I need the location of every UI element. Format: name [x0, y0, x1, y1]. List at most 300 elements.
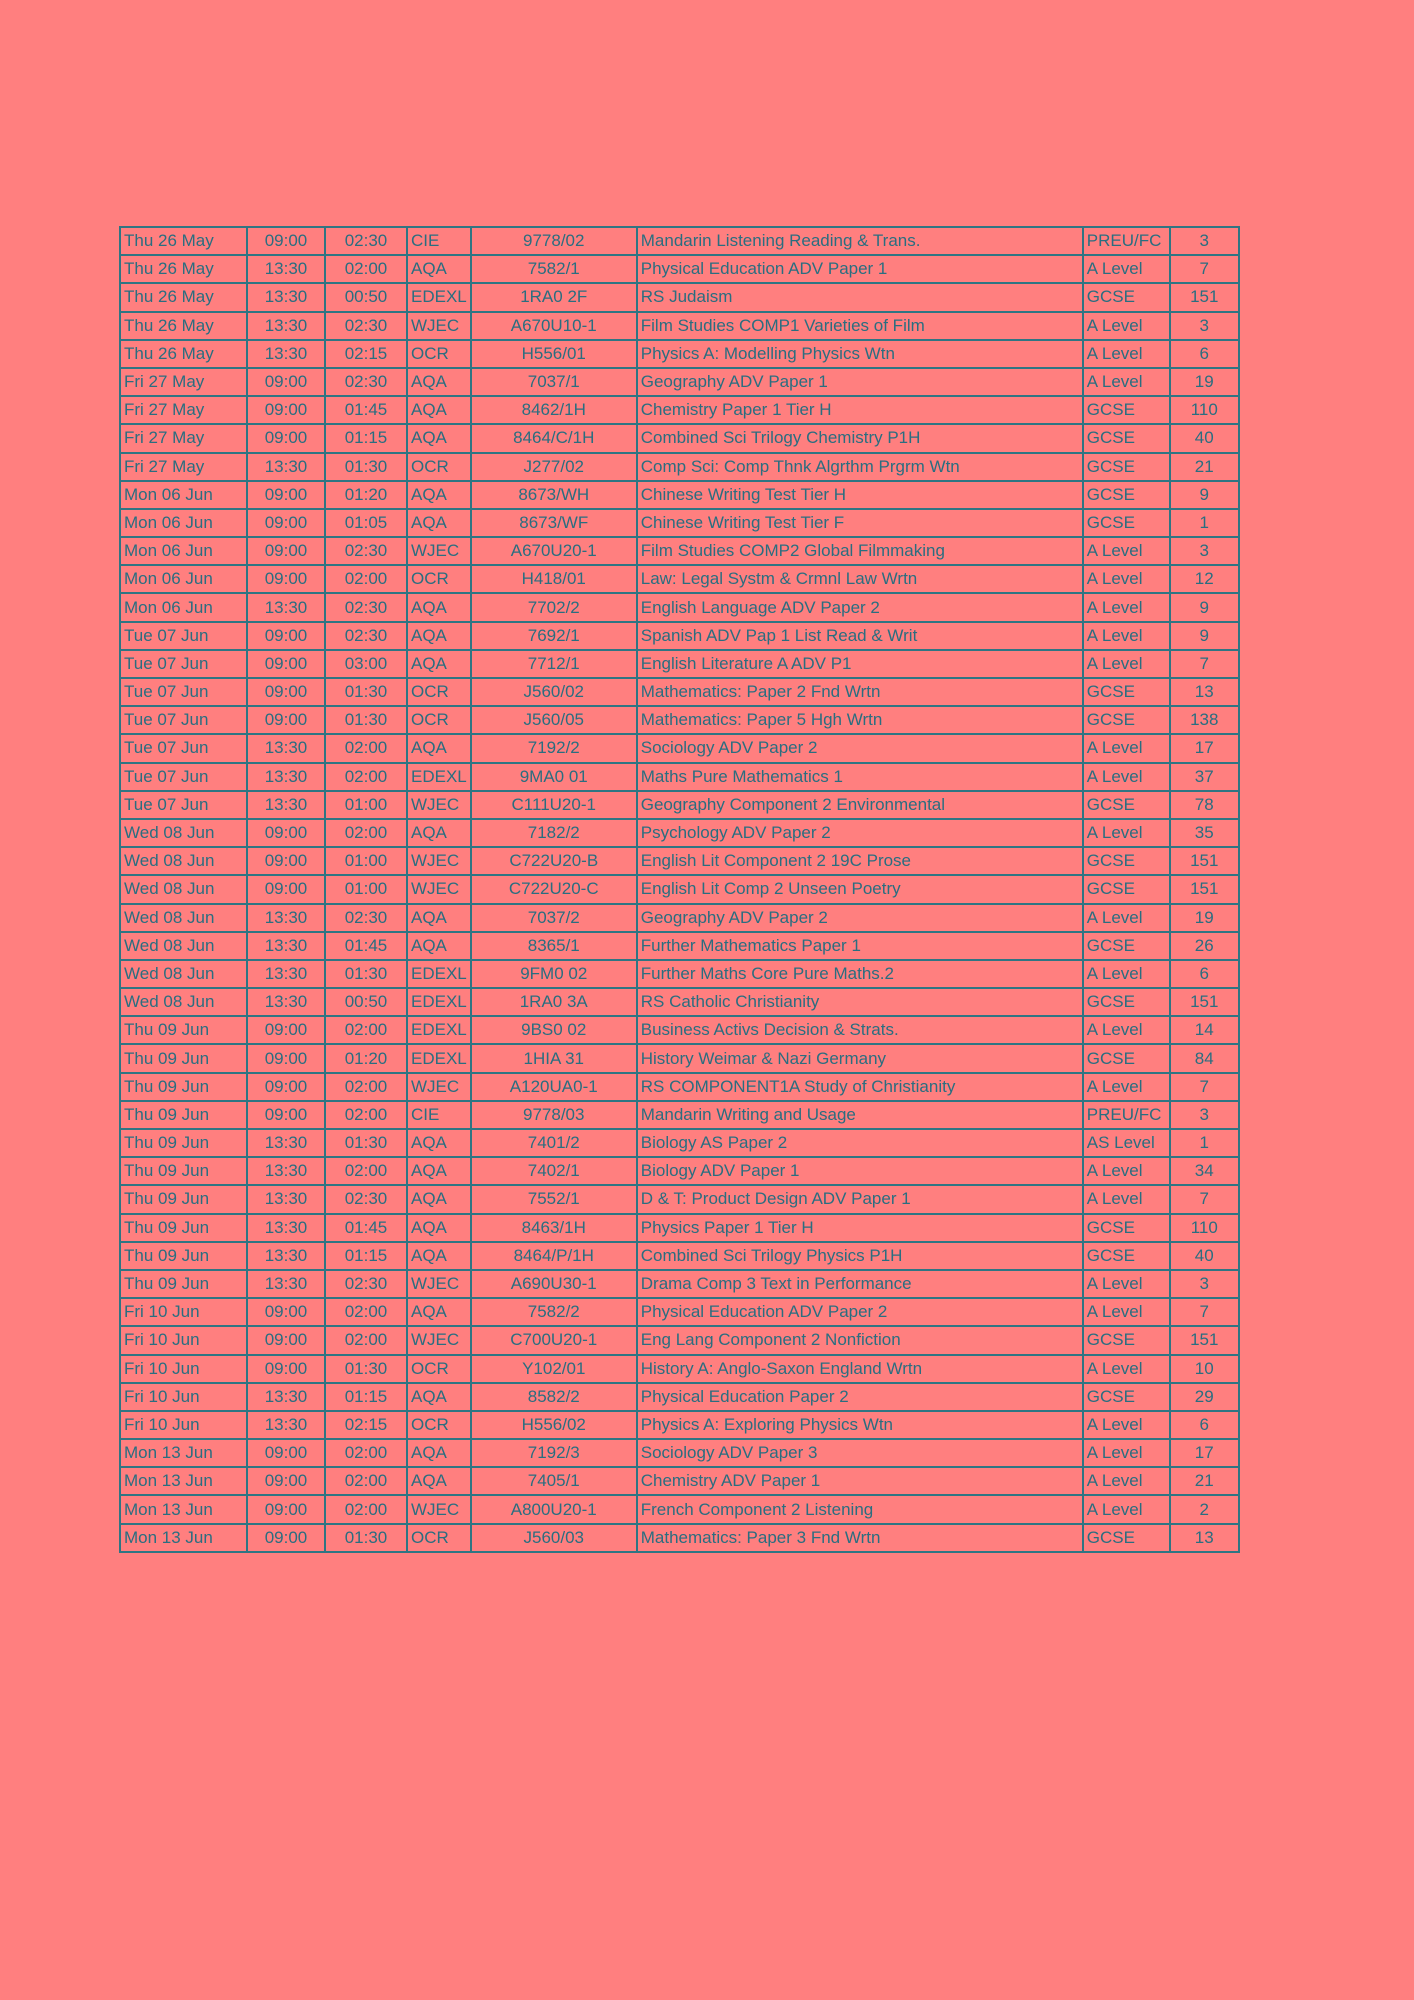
- board-cell: OCR: [407, 678, 471, 706]
- start-time-cell: 13:30: [247, 1185, 325, 1213]
- board-cell: AQA: [407, 932, 471, 960]
- title-cell: Film Studies COMP2 Global Filmmaking: [637, 537, 1083, 565]
- start-time-cell: 13:30: [247, 1129, 325, 1157]
- title-cell: Mathematics: Paper 3 Fnd Wrtn: [637, 1524, 1083, 1552]
- code-cell: 1HIA 31: [471, 1044, 637, 1072]
- table-row: [120, 255, 1239, 283]
- title-cell: Film Studies COMP1 Varieties of Film: [637, 312, 1083, 340]
- date-cell: Thu 09 Jun: [120, 1270, 247, 1298]
- level-cell: A Level: [1083, 1073, 1170, 1101]
- date-cell: Thu 09 Jun: [120, 1044, 247, 1072]
- level-cell: GCSE: [1083, 1326, 1170, 1354]
- board-cell: OCR: [407, 1355, 471, 1383]
- duration-cell: 02:00: [325, 255, 407, 283]
- count-cell: 151: [1170, 847, 1239, 875]
- start-time-cell: 09:00: [247, 875, 325, 903]
- duration-cell: 02:00: [325, 734, 407, 762]
- date-cell: Thu 09 Jun: [120, 1073, 247, 1101]
- start-time-cell: 13:30: [247, 988, 325, 1016]
- board-cell: WJEC: [407, 791, 471, 819]
- title-cell: Comp Sci: Comp Thnk Algrthm Prgrm Wtn: [637, 453, 1083, 481]
- level-cell: GCSE: [1083, 283, 1170, 311]
- level-cell: GCSE: [1083, 932, 1170, 960]
- code-cell: 8582/2: [471, 1383, 637, 1411]
- table-row: [120, 1355, 1239, 1383]
- table-row: [120, 1524, 1239, 1552]
- duration-cell: 02:30: [325, 537, 407, 565]
- title-cell: Mathematics: Paper 2 Fnd Wrtn: [637, 678, 1083, 706]
- date-cell: Wed 08 Jun: [120, 847, 247, 875]
- board-cell: AQA: [407, 1157, 471, 1185]
- title-cell: D & T: Product Design ADV Paper 1: [637, 1185, 1083, 1213]
- start-time-cell: 13:30: [247, 960, 325, 988]
- code-cell: C700U20-1: [471, 1326, 637, 1354]
- code-cell: H556/01: [471, 340, 637, 368]
- board-cell: CIE: [407, 227, 471, 255]
- table-row: [120, 1157, 1239, 1185]
- table-row: [120, 481, 1239, 509]
- duration-cell: 00:50: [325, 283, 407, 311]
- level-cell: A Level: [1083, 1157, 1170, 1185]
- code-cell: 1RA0 3A: [471, 988, 637, 1016]
- count-cell: 40: [1170, 1242, 1239, 1270]
- table-row: [120, 396, 1239, 424]
- title-cell: English Language ADV Paper 2: [637, 593, 1083, 621]
- date-cell: Wed 08 Jun: [120, 932, 247, 960]
- code-cell: 7192/3: [471, 1439, 637, 1467]
- code-cell: 8463/1H: [471, 1214, 637, 1242]
- duration-cell: 01:30: [325, 1129, 407, 1157]
- board-cell: OCR: [407, 453, 471, 481]
- board-cell: AQA: [407, 904, 471, 932]
- code-cell: 9BS0 02: [471, 1016, 637, 1044]
- duration-cell: 01:00: [325, 847, 407, 875]
- level-cell: A Level: [1083, 1439, 1170, 1467]
- title-cell: Eng Lang Component 2 Nonfiction: [637, 1326, 1083, 1354]
- title-cell: Geography ADV Paper 2: [637, 904, 1083, 932]
- code-cell: 7037/1: [471, 368, 637, 396]
- board-cell: OCR: [407, 565, 471, 593]
- code-cell: Y102/01: [471, 1355, 637, 1383]
- table-row: [120, 312, 1239, 340]
- count-cell: 9: [1170, 481, 1239, 509]
- level-cell: GCSE: [1083, 396, 1170, 424]
- duration-cell: 01:30: [325, 706, 407, 734]
- count-cell: 110: [1170, 396, 1239, 424]
- duration-cell: 01:30: [325, 453, 407, 481]
- title-cell: French Component 2 Listening: [637, 1495, 1083, 1523]
- level-cell: GCSE: [1083, 424, 1170, 452]
- level-cell: GCSE: [1083, 791, 1170, 819]
- title-cell: RS Catholic Christianity: [637, 988, 1083, 1016]
- table-row: [120, 227, 1239, 255]
- code-cell: A800U20-1: [471, 1495, 637, 1523]
- table-row: [120, 1016, 1239, 1044]
- title-cell: Business Activs Decision & Strats.: [637, 1016, 1083, 1044]
- code-cell: 7402/1: [471, 1157, 637, 1185]
- date-cell: Tue 07 Jun: [120, 791, 247, 819]
- date-cell: Tue 07 Jun: [120, 678, 247, 706]
- start-time-cell: 09:00: [247, 537, 325, 565]
- board-cell: AQA: [407, 593, 471, 621]
- date-cell: Fri 27 May: [120, 396, 247, 424]
- count-cell: 7: [1170, 1298, 1239, 1326]
- duration-cell: 02:00: [325, 1073, 407, 1101]
- date-cell: Fri 10 Jun: [120, 1383, 247, 1411]
- duration-cell: 02:30: [325, 312, 407, 340]
- board-cell: CIE: [407, 1101, 471, 1129]
- duration-cell: 02:30: [325, 1270, 407, 1298]
- start-time-cell: 09:00: [247, 678, 325, 706]
- start-time-cell: 09:00: [247, 847, 325, 875]
- code-cell: 7692/1: [471, 622, 637, 650]
- code-cell: 7702/2: [471, 593, 637, 621]
- start-time-cell: 13:30: [247, 1270, 325, 1298]
- level-cell: GCSE: [1083, 509, 1170, 537]
- table-row: [120, 819, 1239, 847]
- level-cell: A Level: [1083, 734, 1170, 762]
- count-cell: 3: [1170, 537, 1239, 565]
- board-cell: EDEXL: [407, 1044, 471, 1072]
- title-cell: RS COMPONENT1A Study of Christianity: [637, 1073, 1083, 1101]
- board-cell: WJEC: [407, 1495, 471, 1523]
- code-cell: 8673/WH: [471, 481, 637, 509]
- table-row: [120, 988, 1239, 1016]
- title-cell: English Lit Component 2 19C Prose: [637, 847, 1083, 875]
- table-row: [120, 763, 1239, 791]
- count-cell: 151: [1170, 875, 1239, 903]
- duration-cell: 02:00: [325, 565, 407, 593]
- level-cell: A Level: [1083, 537, 1170, 565]
- start-time-cell: 13:30: [247, 1383, 325, 1411]
- count-cell: 3: [1170, 227, 1239, 255]
- duration-cell: 02:30: [325, 593, 407, 621]
- code-cell: C722U20-B: [471, 847, 637, 875]
- code-cell: 9MA0 01: [471, 763, 637, 791]
- title-cell: Chinese Writing Test Tier H: [637, 481, 1083, 509]
- duration-cell: 01:30: [325, 1524, 407, 1552]
- board-cell: EDEXL: [407, 960, 471, 988]
- level-cell: GCSE: [1083, 678, 1170, 706]
- count-cell: 19: [1170, 368, 1239, 396]
- date-cell: Wed 08 Jun: [120, 875, 247, 903]
- start-time-cell: 13:30: [247, 791, 325, 819]
- date-cell: Thu 09 Jun: [120, 1157, 247, 1185]
- duration-cell: 02:30: [325, 227, 407, 255]
- count-cell: 151: [1170, 988, 1239, 1016]
- date-cell: Tue 07 Jun: [120, 706, 247, 734]
- count-cell: 9: [1170, 593, 1239, 621]
- table-row: [120, 1101, 1239, 1129]
- count-cell: 1: [1170, 509, 1239, 537]
- board-cell: AQA: [407, 734, 471, 762]
- start-time-cell: 09:00: [247, 396, 325, 424]
- start-time-cell: 13:30: [247, 932, 325, 960]
- date-cell: Mon 06 Jun: [120, 537, 247, 565]
- table-row: [120, 1383, 1239, 1411]
- count-cell: 7: [1170, 255, 1239, 283]
- start-time-cell: 09:00: [247, 227, 325, 255]
- title-cell: RS Judaism: [637, 283, 1083, 311]
- duration-cell: 02:00: [325, 1157, 407, 1185]
- code-cell: A690U30-1: [471, 1270, 637, 1298]
- count-cell: 110: [1170, 1214, 1239, 1242]
- level-cell: A Level: [1083, 650, 1170, 678]
- board-cell: AQA: [407, 819, 471, 847]
- start-time-cell: 13:30: [247, 1242, 325, 1270]
- count-cell: 34: [1170, 1157, 1239, 1185]
- date-cell: Wed 08 Jun: [120, 960, 247, 988]
- start-time-cell: 09:00: [247, 565, 325, 593]
- count-cell: 138: [1170, 706, 1239, 734]
- level-cell: A Level: [1083, 1495, 1170, 1523]
- date-cell: Thu 09 Jun: [120, 1016, 247, 1044]
- start-time-cell: 13:30: [247, 1411, 325, 1439]
- start-time-cell: 09:00: [247, 1355, 325, 1383]
- count-cell: 40: [1170, 424, 1239, 452]
- date-cell: Thu 09 Jun: [120, 1185, 247, 1213]
- date-cell: Thu 26 May: [120, 312, 247, 340]
- table-row: [120, 847, 1239, 875]
- code-cell: 7037/2: [471, 904, 637, 932]
- duration-cell: 01:00: [325, 791, 407, 819]
- count-cell: 7: [1170, 1073, 1239, 1101]
- table-row: [120, 1439, 1239, 1467]
- count-cell: 35: [1170, 819, 1239, 847]
- code-cell: 7182/2: [471, 819, 637, 847]
- title-cell: English Literature A ADV P1: [637, 650, 1083, 678]
- board-cell: AQA: [407, 255, 471, 283]
- duration-cell: 02:15: [325, 340, 407, 368]
- board-cell: AQA: [407, 481, 471, 509]
- date-cell: Fri 27 May: [120, 453, 247, 481]
- level-cell: A Level: [1083, 622, 1170, 650]
- code-cell: 9778/03: [471, 1101, 637, 1129]
- title-cell: Physical Education ADV Paper 2: [637, 1298, 1083, 1326]
- board-cell: OCR: [407, 1524, 471, 1552]
- level-cell: A Level: [1083, 904, 1170, 932]
- count-cell: 17: [1170, 1439, 1239, 1467]
- table-row: [120, 1242, 1239, 1270]
- date-cell: Fri 10 Jun: [120, 1411, 247, 1439]
- board-cell: WJEC: [407, 847, 471, 875]
- date-cell: Fri 27 May: [120, 424, 247, 452]
- start-time-cell: 09:00: [247, 706, 325, 734]
- start-time-cell: 09:00: [247, 1524, 325, 1552]
- title-cell: English Lit Comp 2 Unseen Poetry: [637, 875, 1083, 903]
- duration-cell: 01:20: [325, 1044, 407, 1072]
- duration-cell: 01:45: [325, 396, 407, 424]
- board-cell: EDEXL: [407, 1016, 471, 1044]
- count-cell: 12: [1170, 565, 1239, 593]
- board-cell: WJEC: [407, 537, 471, 565]
- level-cell: GCSE: [1083, 1214, 1170, 1242]
- level-cell: A Level: [1083, 368, 1170, 396]
- code-cell: 7712/1: [471, 650, 637, 678]
- board-cell: WJEC: [407, 1270, 471, 1298]
- table-row: [120, 565, 1239, 593]
- code-cell: 8673/WF: [471, 509, 637, 537]
- title-cell: Psychology ADV Paper 2: [637, 819, 1083, 847]
- board-cell: WJEC: [407, 312, 471, 340]
- start-time-cell: 09:00: [247, 1326, 325, 1354]
- date-cell: Mon 13 Jun: [120, 1524, 247, 1552]
- board-cell: EDEXL: [407, 988, 471, 1016]
- code-cell: 8365/1: [471, 932, 637, 960]
- title-cell: Law: Legal Systm & Crmnl Law Wrtn: [637, 565, 1083, 593]
- level-cell: GCSE: [1083, 481, 1170, 509]
- level-cell: A Level: [1083, 1185, 1170, 1213]
- date-cell: Thu 09 Jun: [120, 1214, 247, 1242]
- date-cell: Thu 26 May: [120, 340, 247, 368]
- start-time-cell: 09:00: [247, 368, 325, 396]
- level-cell: GCSE: [1083, 1044, 1170, 1072]
- duration-cell: 02:30: [325, 904, 407, 932]
- code-cell: 7552/1: [471, 1185, 637, 1213]
- title-cell: Combined Sci Trilogy Physics P1H: [637, 1242, 1083, 1270]
- title-cell: Geography Component 2 Environmental: [637, 791, 1083, 819]
- level-cell: A Level: [1083, 255, 1170, 283]
- table-row: [120, 1411, 1239, 1439]
- start-time-cell: 13:30: [247, 312, 325, 340]
- level-cell: GCSE: [1083, 1524, 1170, 1552]
- board-cell: AQA: [407, 650, 471, 678]
- table-row: [120, 453, 1239, 481]
- date-cell: Mon 13 Jun: [120, 1439, 247, 1467]
- board-cell: AQA: [407, 1383, 471, 1411]
- date-cell: Wed 08 Jun: [120, 819, 247, 847]
- table-row: [120, 1326, 1239, 1354]
- start-time-cell: 09:00: [247, 1101, 325, 1129]
- date-cell: Mon 06 Jun: [120, 481, 247, 509]
- table-row: [120, 960, 1239, 988]
- table-row: [120, 904, 1239, 932]
- start-time-cell: 09:00: [247, 650, 325, 678]
- title-cell: Mandarin Listening Reading & Trans.: [637, 227, 1083, 255]
- duration-cell: 02:00: [325, 1467, 407, 1495]
- level-cell: AS Level: [1083, 1129, 1170, 1157]
- duration-cell: 01:30: [325, 678, 407, 706]
- title-cell: Physics A: Exploring Physics Wtn: [637, 1411, 1083, 1439]
- date-cell: Thu 09 Jun: [120, 1129, 247, 1157]
- count-cell: 29: [1170, 1383, 1239, 1411]
- level-cell: PREU/FC: [1083, 1101, 1170, 1129]
- code-cell: A670U10-1: [471, 312, 637, 340]
- start-time-cell: 13:30: [247, 340, 325, 368]
- level-cell: A Level: [1083, 1467, 1170, 1495]
- duration-cell: 01:30: [325, 960, 407, 988]
- code-cell: 7401/2: [471, 1129, 637, 1157]
- code-cell: 8464/C/1H: [471, 424, 637, 452]
- date-cell: Tue 07 Jun: [120, 650, 247, 678]
- start-time-cell: 09:00: [247, 622, 325, 650]
- start-time-cell: 09:00: [247, 509, 325, 537]
- title-cell: Sociology ADV Paper 2: [637, 734, 1083, 762]
- duration-cell: 02:30: [325, 368, 407, 396]
- date-cell: Thu 09 Jun: [120, 1242, 247, 1270]
- table-row: [120, 791, 1239, 819]
- code-cell: 7405/1: [471, 1467, 637, 1495]
- date-cell: Tue 07 Jun: [120, 763, 247, 791]
- level-cell: A Level: [1083, 819, 1170, 847]
- level-cell: A Level: [1083, 593, 1170, 621]
- start-time-cell: 09:00: [247, 1298, 325, 1326]
- board-cell: AQA: [407, 509, 471, 537]
- code-cell: J560/02: [471, 678, 637, 706]
- start-time-cell: 09:00: [247, 1439, 325, 1467]
- duration-cell: 00:50: [325, 988, 407, 1016]
- start-time-cell: 13:30: [247, 593, 325, 621]
- count-cell: 3: [1170, 1101, 1239, 1129]
- title-cell: Spanish ADV Pap 1 List Read & Writ: [637, 622, 1083, 650]
- count-cell: 6: [1170, 340, 1239, 368]
- level-cell: GCSE: [1083, 1383, 1170, 1411]
- date-cell: Mon 13 Jun: [120, 1495, 247, 1523]
- start-time-cell: 09:00: [247, 1495, 325, 1523]
- start-time-cell: 09:00: [247, 424, 325, 452]
- start-time-cell: 13:30: [247, 1214, 325, 1242]
- date-cell: Mon 06 Jun: [120, 593, 247, 621]
- table-row: [120, 678, 1239, 706]
- title-cell: History A: Anglo-Saxon England Wrtn: [637, 1355, 1083, 1383]
- title-cell: Chemistry ADV Paper 1: [637, 1467, 1083, 1495]
- level-cell: A Level: [1083, 340, 1170, 368]
- code-cell: C722U20-C: [471, 875, 637, 903]
- count-cell: 37: [1170, 763, 1239, 791]
- level-cell: PREU/FC: [1083, 227, 1170, 255]
- start-time-cell: 09:00: [247, 481, 325, 509]
- start-time-cell: 09:00: [247, 1467, 325, 1495]
- count-cell: 26: [1170, 932, 1239, 960]
- table-row: [120, 340, 1239, 368]
- count-cell: 14: [1170, 1016, 1239, 1044]
- count-cell: 3: [1170, 1270, 1239, 1298]
- date-cell: Mon 13 Jun: [120, 1467, 247, 1495]
- count-cell: 2: [1170, 1495, 1239, 1523]
- board-cell: WJEC: [407, 1326, 471, 1354]
- code-cell: C111U20-1: [471, 791, 637, 819]
- level-cell: A Level: [1083, 565, 1170, 593]
- duration-cell: 01:15: [325, 1383, 407, 1411]
- date-cell: Tue 07 Jun: [120, 622, 247, 650]
- level-cell: A Level: [1083, 1411, 1170, 1439]
- title-cell: Maths Pure Mathematics 1: [637, 763, 1083, 791]
- table-row: [120, 1298, 1239, 1326]
- date-cell: Thu 26 May: [120, 255, 247, 283]
- count-cell: 7: [1170, 650, 1239, 678]
- title-cell: Mathematics: Paper 5 Hgh Wrtn: [637, 706, 1083, 734]
- start-time-cell: 13:30: [247, 453, 325, 481]
- title-cell: Geography ADV Paper 1: [637, 368, 1083, 396]
- level-cell: GCSE: [1083, 875, 1170, 903]
- table-row: [120, 593, 1239, 621]
- table-row: [120, 650, 1239, 678]
- level-cell: GCSE: [1083, 1242, 1170, 1270]
- duration-cell: 01:15: [325, 1242, 407, 1270]
- date-cell: Thu 26 May: [120, 283, 247, 311]
- title-cell: Further Mathematics Paper 1: [637, 932, 1083, 960]
- table-row: [120, 283, 1239, 311]
- table-row: [120, 932, 1239, 960]
- start-time-cell: 09:00: [247, 1044, 325, 1072]
- level-cell: A Level: [1083, 1016, 1170, 1044]
- start-time-cell: 13:30: [247, 904, 325, 932]
- level-cell: A Level: [1083, 960, 1170, 988]
- table-row: [120, 706, 1239, 734]
- level-cell: GCSE: [1083, 706, 1170, 734]
- count-cell: 6: [1170, 960, 1239, 988]
- count-cell: 19: [1170, 904, 1239, 932]
